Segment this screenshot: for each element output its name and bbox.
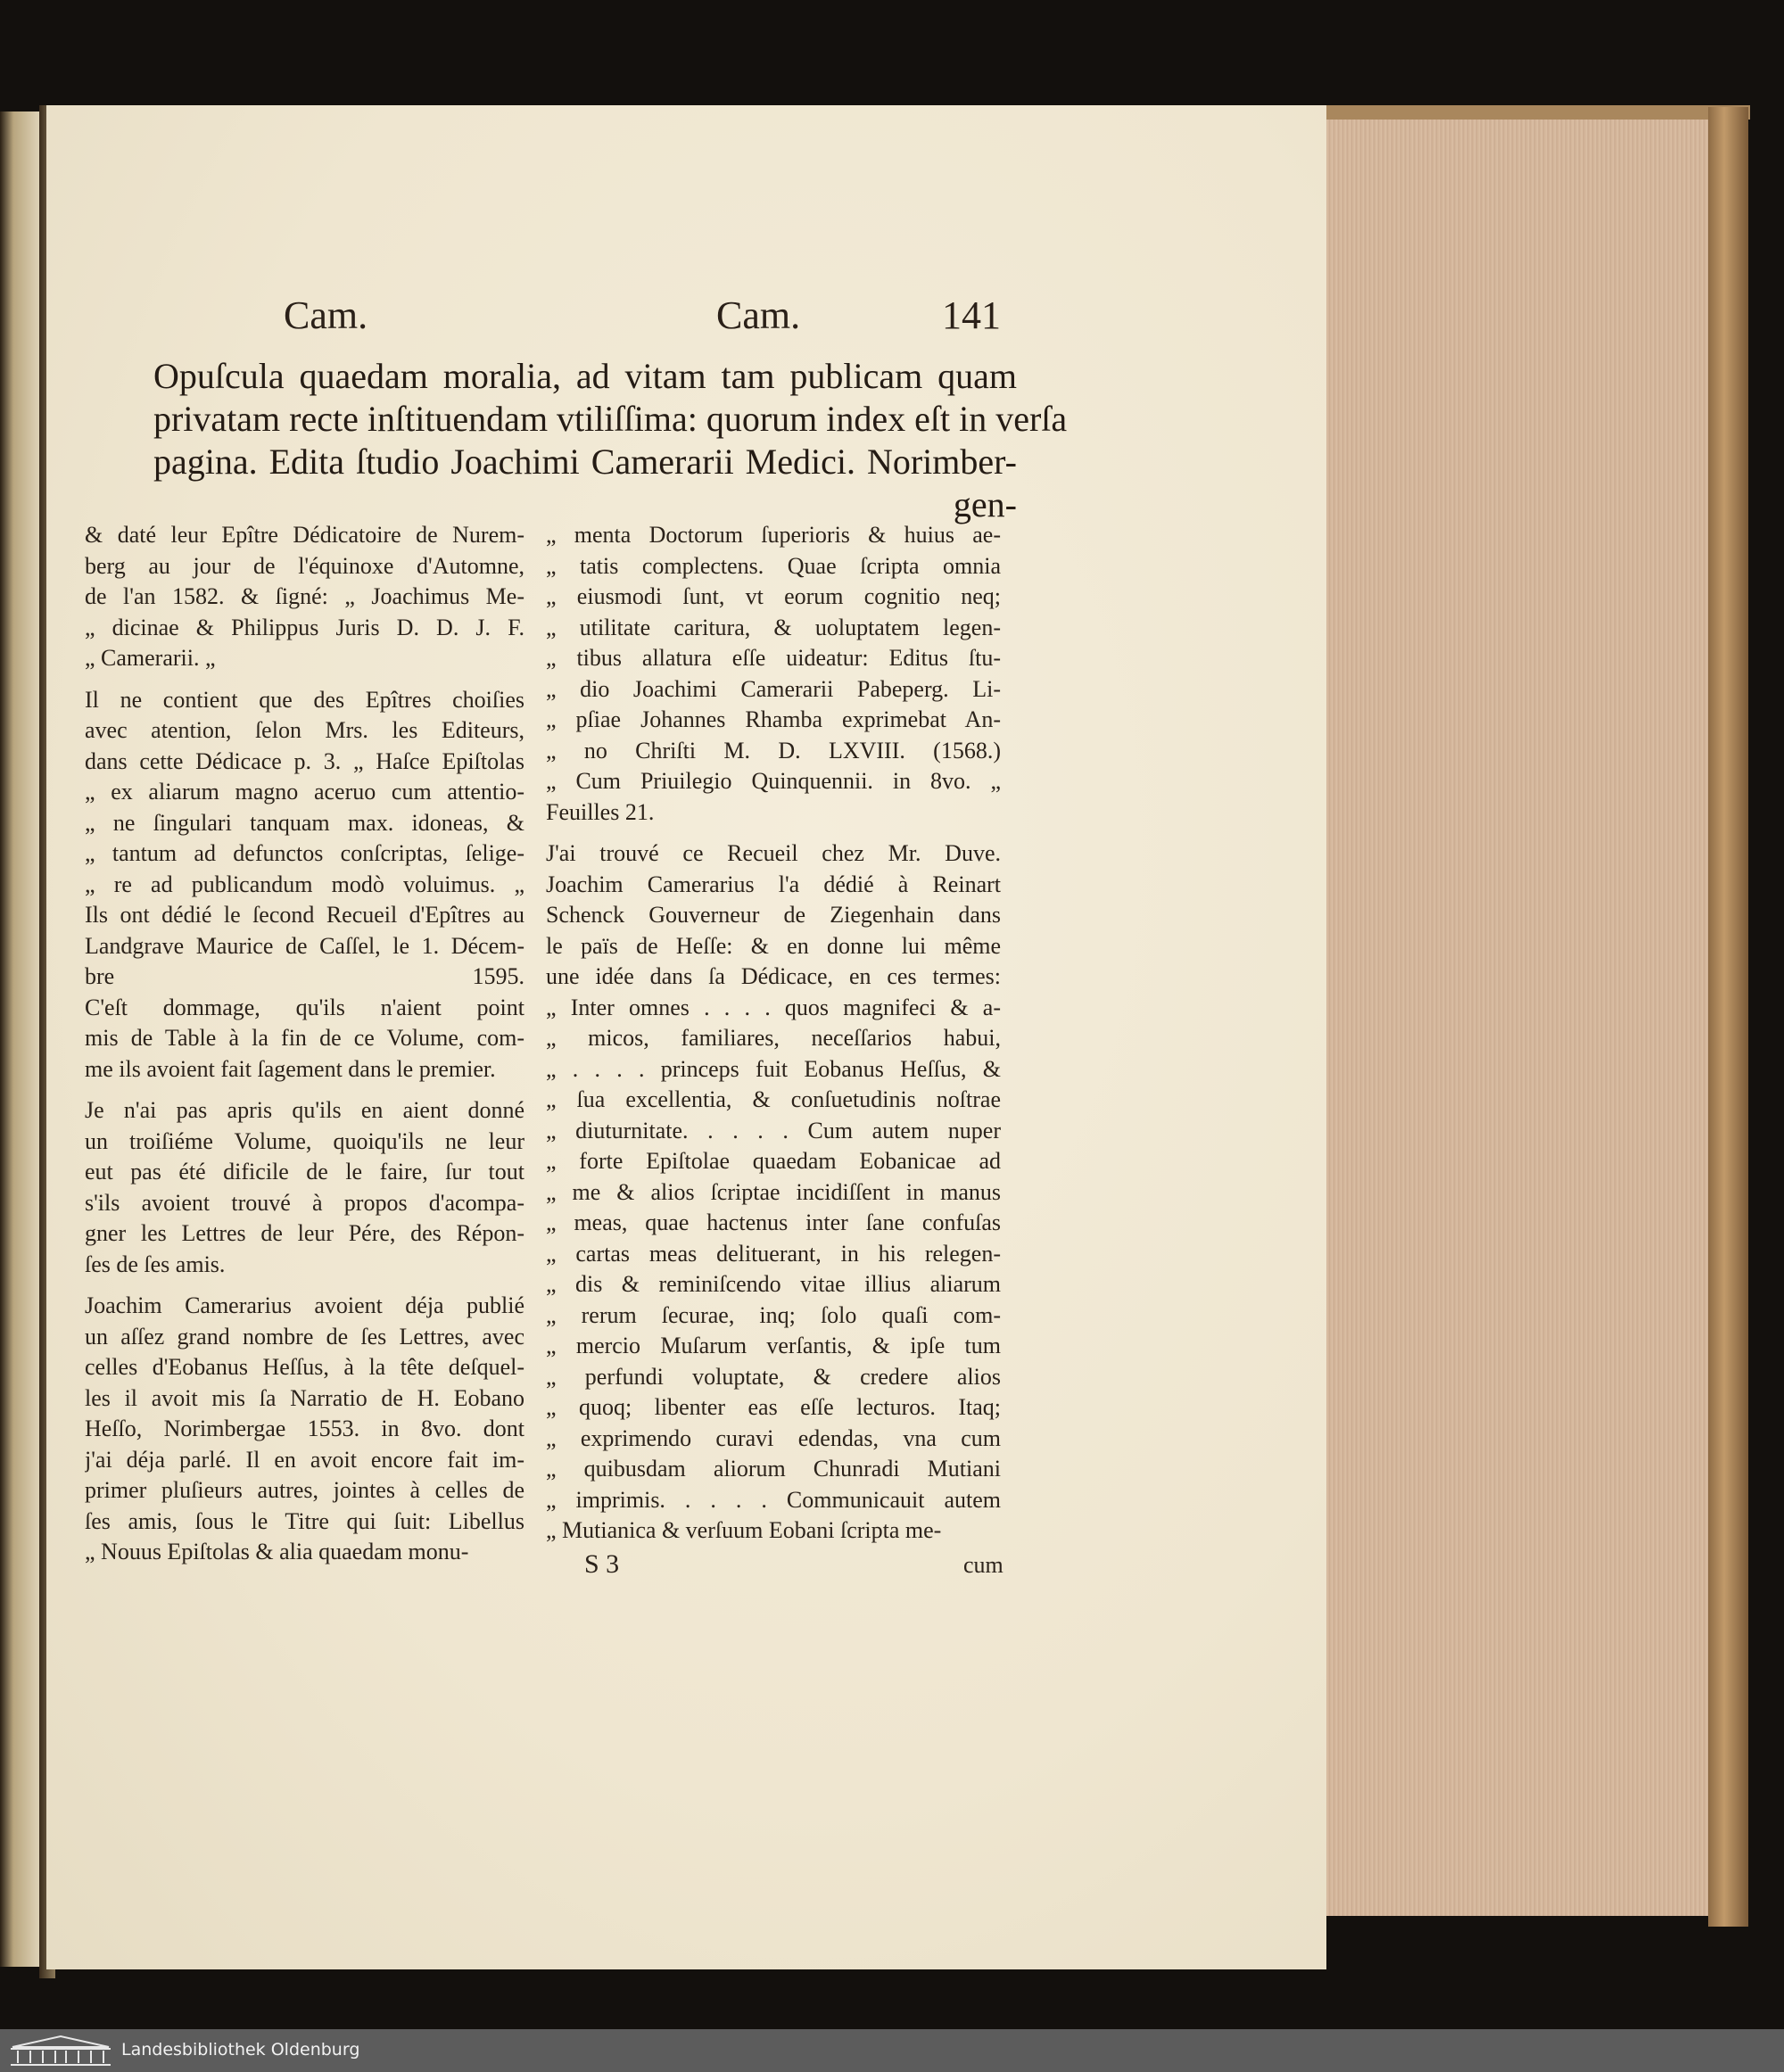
text-line: Je n'ai pas apris qu'ils en aient donné — [85, 1097, 524, 1123]
paragraph-gap — [85, 674, 524, 685]
text-line: avec atention, ſelon Mrs. les Editeurs, — [85, 717, 524, 743]
text-line: eut pas été dificile de le faire, ſur tout — [85, 1159, 524, 1185]
title-line: pagina. Edita ſtudio Joachimi Camerarii Medici. Norimber- — [153, 442, 1017, 482]
text-line: „ Mutianica & verſuum Eobani ſcripta me- — [546, 1517, 942, 1543]
text-line: J'ai trouvé ce Recueil chez Mr. Duve. — [546, 840, 1001, 866]
text-line: „ imprimis. . . . . Communicauit autem — [546, 1486, 1001, 1513]
cover-top-edge — [1326, 105, 1750, 120]
catchword: cum — [963, 1552, 1004, 1578]
text-line: Ils ont dédié le ſecond Recueil d'Epîtres au — [85, 902, 524, 928]
text-line: Schenck Gouverneur de Ziegenhain dans — [546, 902, 1001, 928]
text-line: „ Inter omnes . . . . quos magnifeci & a- — [546, 994, 1001, 1020]
text-line: „ perfundi voluptate, & credere alios — [546, 1363, 1001, 1390]
text-line: ſes de ſes amis. — [85, 1251, 226, 1277]
text-line: me ils avoient fait ſagement dans le premier. — [85, 1055, 496, 1082]
text-line: „ Camerarii. „ — [85, 645, 216, 671]
text-line: „ diuturnitate. . . . . Cum autem nuper — [546, 1117, 1001, 1143]
text-line: gner les Lettres de leur Pére, des Répon- — [85, 1220, 524, 1246]
paragraph-gap — [546, 828, 1001, 838]
title-line: privatam recte inſtituendam vtiliſſima: quorum index eſt in verſa — [153, 399, 1068, 439]
text-line: „ ne ſingulari tanquam max. idoneas, & — [85, 809, 524, 836]
text-line: les il avoit mis ſa Narratio de H. Eobano — [85, 1384, 524, 1411]
text-line: Joachim Camerarius l'a dédié à Reinart — [546, 871, 1001, 897]
text-line: C'eſt dommage, qu'ils n'aient point — [85, 994, 524, 1020]
text-line: „ rerum ſecurae, inq; ſolo quaſi com- — [546, 1301, 1001, 1328]
running-head-center: Cam. — [716, 293, 801, 337]
text-line: „ quoq; libenter eas eſſe lecturos. Itaq; — [546, 1394, 1001, 1420]
text-line: Landgrave Maurice de Caſſel, le 1. Décem- — [85, 932, 524, 959]
text-line: „ cartas meas delituerant, in his relegen- — [546, 1240, 1001, 1267]
text-line: „ quibusdam aliorum Chunradi Mutiani — [546, 1456, 1001, 1482]
text-line: primer pluſieurs autres, jointes à celles de — [85, 1477, 524, 1503]
signature-mark: S 3 — [584, 1549, 620, 1579]
text-line: Heſſo, Norimbergae 1553. in 8vo. dont — [85, 1416, 524, 1441]
text-line: „ no Chriſti M. D. LXVIII. (1568.) — [546, 737, 1001, 764]
text-line: „ eiusmodi ſunt, vt eorum cognitio neq; — [546, 583, 1001, 609]
title-line: gen- — [953, 484, 1017, 524]
text-line: „ mercio Muſarum verſantis, & ipſe tum — [546, 1333, 1001, 1358]
right-text-column — [546, 520, 1001, 1547]
title-line: Opuſcula quaedam moralia, ad vitam tam publicam quam — [153, 356, 1017, 396]
text-line: „ tantum ad defunctos conſcriptas, ſelige- — [85, 840, 524, 866]
text-line: „ menta Doctorum ſuperioris & huius ae- — [546, 522, 1001, 548]
text-line: „ me & alios ſcriptae incidiſſent in manus — [546, 1178, 1001, 1205]
text-line: de l'an 1582. & ſigné: „ Joachimus Me- — [85, 583, 524, 609]
text-line: „ Cum Priuilegio Quinquennii. in 8vo. „ — [546, 768, 1001, 794]
text-line: „ micos, familiares, neceſſarios habui, — [546, 1025, 1001, 1051]
left-page-edge — [0, 111, 45, 1967]
text-line: „ utilitate caritura, & uoluptatem legen- — [546, 614, 1001, 640]
text-line: „ meas, quae hactenus inter ſane confuſas — [546, 1209, 1001, 1235]
text-line: celles d'Eobanus Heſſus, à la tête deſquel- — [85, 1354, 524, 1380]
text-line: „ dis & reminiſcendo vitae illius aliarum — [546, 1271, 1001, 1297]
library-name: Landesbibliothek Oldenburg — [121, 2040, 360, 2060]
text-line: „ re ad publicandum modò voluimus. „ — [85, 871, 524, 897]
text-line: „ tibus allatura eſſe uideatur: Editus ſtu- — [546, 645, 1001, 671]
text-line: dans cette Dédicace p. 3. „ Haſce Epiſtolas — [85, 747, 524, 774]
text-line: & daté leur Epître Dédicatoire de Nurem- — [85, 522, 524, 548]
paragraph-gap — [85, 1085, 524, 1095]
library-building-icon — [7, 2033, 114, 2068]
book-cover-edge — [1708, 107, 1748, 1927]
text-line: un aſſez grand nombre de ſes Lettres, avec — [85, 1323, 524, 1350]
page-number: 141 — [942, 293, 1001, 337]
text-line: le païs de Heſſe: & en donne lui même — [546, 932, 1001, 959]
text-line: „ dicinae & Philippus Juris D. D. J. F. — [85, 614, 524, 640]
entry-title — [153, 355, 1068, 526]
paragraph-gap — [85, 1280, 524, 1291]
left-text-column — [85, 520, 524, 1568]
text-line: „ ſua excellentia, & conſuetudinis noſtrae — [546, 1086, 1001, 1112]
text-line: un troiſiéme Volume, quoiqu'ils ne leur — [85, 1127, 524, 1154]
text-line: berg au jour de l'équinoxe d'Automne, — [85, 552, 524, 579]
text-line: „ pſiae Johannes Rhamba exprimebat An- — [546, 706, 1001, 732]
text-line: „ . . . . princeps fuit Eobanus Heſſus, & — [546, 1055, 1001, 1082]
text-line: „ Nouus Epiſtolas & alia quaedam monu- — [85, 1539, 469, 1564]
text-line: „ forte Epiſtolae quaedam Eobanicae ad — [546, 1148, 1001, 1174]
text-line: s'ils avoient trouvé à propos d'acompa- — [85, 1189, 524, 1216]
page-edges — [1326, 114, 1712, 1916]
text-line: j'ai déja parlé. Il en avoit encore fait im- — [85, 1446, 524, 1473]
text-line: bre 1595. — [85, 963, 524, 989]
text-line: une idée dans ſa Dédicace, en ces termes: — [546, 963, 1001, 989]
text-line: Feuilles 21. — [546, 798, 655, 825]
text-line: ſes amis, ſous le Titre qui ſuit: Libellus — [85, 1507, 524, 1534]
running-head-left: Cam. — [284, 293, 368, 337]
text-line: „ exprimendo curavi edendas, vna cum — [546, 1424, 1001, 1451]
text-line: „ tatis complectens. Quae ſcripta omnia — [546, 552, 1001, 579]
text-line: Joachim Camerarius avoient déja publié — [85, 1292, 524, 1318]
footer-bar — [0, 2029, 1784, 2072]
text-line: mis de Table à la fin de ce Volume, com- — [85, 1025, 524, 1051]
text-line: Il ne contient que des Epîtres choiſies — [85, 686, 524, 713]
text-line: „ ex aliarum magno aceruo cum attentio- — [85, 779, 524, 805]
text-line: „ dio Joachimi Camerarii Pabeperg. Li- — [546, 675, 1001, 702]
